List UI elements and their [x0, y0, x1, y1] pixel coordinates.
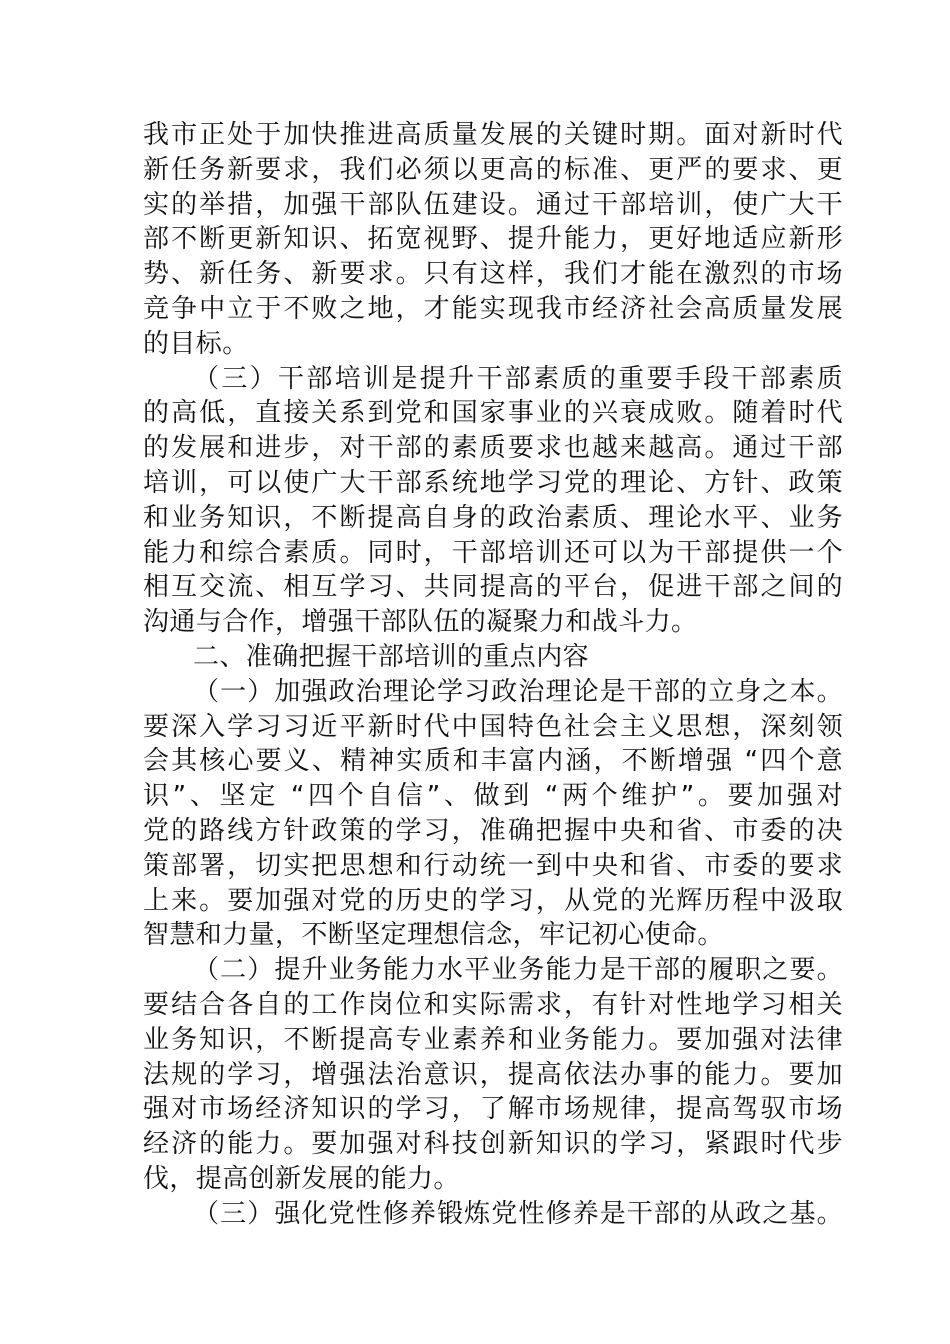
paragraph-first-line: （三）强化党性修养锻炼党性修养是干部的从政之基。 [193, 1198, 843, 1229]
paragraph-line: 经济的能力。要加强对科技创新知识的学习，紧跟时代步 [143, 1129, 843, 1160]
paragraph-first-line: （一）加强政治理论学习政治理论是干部的立身之本。 [193, 676, 843, 707]
paragraph-line: 势、新任务、新要求。只有这样，我们才能在激烈的市场 [143, 259, 843, 290]
paragraph-line: 的高低，直接关系到党和国家事业的兴衰成败。随着时代 [143, 398, 843, 429]
paragraph-line: 识”、坚定 “四个自信”、做到 “两个维护”。要加强对 [143, 781, 843, 812]
paragraph-line: 法规的学习，增强法治意识，提高依法办事的能力。要加 [143, 1059, 843, 1090]
paragraph-line: 的目标。 [143, 328, 249, 359]
paragraph-line: 策部署，切实把思想和行动统一到中央和省、市委的要求 [143, 850, 843, 881]
paragraph-first-line: 二、准确把握干部培训的重点内容 [193, 642, 590, 672]
paragraph-line: 上来。要加强对党的历史的学习，从党的光辉历程中汲取 [143, 885, 843, 916]
paragraph-line: 要结合各自的工作岗位和实际需求，有针对性地学习相关 [143, 990, 843, 1020]
paragraph-line: 竞争中立于不败之地，才能实现我市经济社会高质量发展 [143, 294, 843, 324]
paragraph-line: 党的路线方针政策的学习，准确把握中央和省、市委的决 [143, 816, 843, 846]
paragraph-line: 相互交流、相互学习、共同提高的平台，促进干部之间的 [143, 572, 843, 603]
paragraph-line: 和业务知识，不断提高自身的政治素质、理论水平、业务 [143, 502, 843, 533]
paragraph-line: 培训，可以使广大干部系统地学习党的理论、方针、政策 [143, 468, 843, 498]
paragraph-line: 的发展和进步，对干部的素质要求也越来越高。通过干部 [143, 433, 843, 464]
paragraph-line: 要深入学习习近平新时代中国特色社会主义思想，深刻领 [143, 711, 843, 742]
paragraph-line: 强对市场经济知识的学习，了解市场规律，提高驾驭市场 [143, 1094, 843, 1125]
paragraph-line: 新任务新要求，我们必须以更高的标准、更严的要求、更 [143, 154, 843, 185]
paragraph-line: 沟通与合作，增强干部队伍的凝聚力和战斗力。 [143, 607, 698, 638]
paragraph-line: 业务知识，不断提高专业素养和业务能力。要加强对法律 [143, 1024, 843, 1055]
paragraph-line: 会其核心要义、精神实质和丰富内涵，不断增强 “四个意 [143, 746, 843, 777]
paragraph-first-line: （三）干部培训是提升干部素质的重要手段干部素质 [193, 363, 843, 394]
paragraph-line: 能力和综合素质。同时，干部培训还可以为干部提供一个 [143, 537, 843, 568]
paragraph-line: 部不断更新知识、拓宽视野、提升能力，更好地适应新形 [143, 224, 843, 255]
paragraph-line: 伐，提高创新发展的能力。 [143, 1164, 460, 1194]
paragraph-first-line: （二）提升业务能力水平业务能力是干部的履职之要。 [193, 955, 843, 986]
paragraph-line: 我市正处于加快推进高质量发展的关键时期。面对新时代 [143, 120, 843, 150]
paragraph-line: 智慧和力量，不断坚定理想信念，牢记初心使命。 [143, 920, 724, 951]
paragraph-line: 实的举措，加强干部队伍建设。通过干部培训，使广大干 [143, 189, 843, 220]
